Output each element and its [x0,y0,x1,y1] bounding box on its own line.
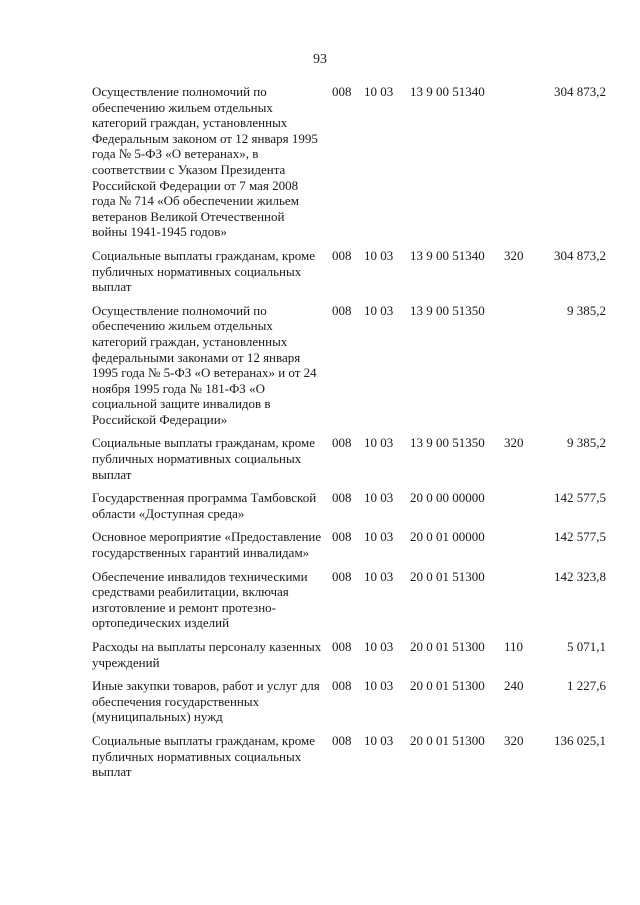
section-code: 10 03 [364,84,394,99]
section-code: 10 03 [364,639,394,654]
section-code: 10 03 [364,568,394,584]
ministry-code: 008 [332,435,352,451]
amount: 1 227,6 [567,678,606,694]
amount: 136 025,1 [554,732,606,748]
target-article: 20 0 00 00000 [410,490,485,506]
ministry-code: 008 [332,247,352,263]
table-row [92,490,612,521]
row-description: Обеспечение инвалидов техническими средствами реабилитации, включая изготовление и ремонт протезно-ортопедических изделий [92,568,308,631]
table-row [92,733,612,780]
expense-type: 320 [504,732,524,748]
row-description: Государственная программа Тамбовской области «Доступная среда» [92,490,317,521]
target-article: 20 0 01 00000 [410,529,485,545]
expense-type: 320 [504,435,524,451]
ministry-code: 008 [332,678,352,694]
table-row [92,639,612,670]
expense-type: 240 [504,678,524,694]
row-description: Осуществление полномочий по обеспечению жильем отдельных категорий граждан, установленных федеральными законами от 12 января 1995 года № 5-ФЗ «О ветеранах» и от 24 ноября 1995 года № 181-ФЗ «О социальной защите инвалидов в Российской Федерации» [92,302,317,427]
ministry-code: 008 [332,568,352,584]
table-row [92,303,612,428]
section-code: 10 03 [364,529,394,545]
target-article: 13 9 00 51340 [410,247,485,263]
target-article: 20 0 01 51300 [410,678,485,694]
amount: 5 071,1 [567,639,606,654]
section-code: 10 03 [364,302,394,318]
amount: 142 577,5 [554,529,606,545]
expense-type: 110 [504,639,524,654]
target-article: 13 9 00 51340 [410,84,485,99]
section-code: 10 03 [364,247,394,263]
amount: 9 385,2 [567,435,606,451]
ministry-code: 008 [332,732,352,748]
row-description: Социальные выплаты гражданам, кроме публичных нормативных социальных выплат [92,247,315,295]
row-description: Расходы на выплаты персоналу казенных учреждений [92,639,322,670]
ministry-code: 008 [332,490,352,506]
amount: 304 873,2 [554,247,606,263]
target-article: 13 9 00 51350 [410,435,485,451]
table-row [92,678,612,725]
target-article: 20 0 01 51300 [410,568,485,584]
row-description: Социальные выплаты гражданам, кроме публичных нормативных социальных выплат [92,435,315,482]
row-description: Основное мероприятие «Предоставление государственных гарантий инвалидам» [92,529,322,561]
row-description: Осуществление полномочий по обеспечению жильем отдельных категорий граждан, установленных Федеральным законом от 12 января 1995 года № 5-ФЗ «О ветеранах», в соответствии с Указом Президента Российской Федерации от 7 мая 2008 года № 714 «Об обеспечении жильем ветеранов Великой Отечественной войны 1941-1945 годов» [92,84,318,240]
table-row [92,248,612,295]
row-description: Иные закупки товаров, работ и услуг для обеспечения государственных (муниципальных) нужд [92,678,320,725]
ministry-code: 008 [332,302,352,318]
section-code: 10 03 [364,490,394,506]
expense-type: 320 [504,247,524,263]
section-code: 10 03 [364,678,394,694]
section-code: 10 03 [364,435,394,451]
ministry-code: 008 [332,639,352,654]
target-article: 13 9 00 51350 [410,302,485,318]
amount: 9 385,2 [567,302,606,318]
ministry-code: 008 [332,529,352,545]
table-row [92,529,612,560]
ministry-code: 008 [332,84,352,99]
table-row [92,569,612,631]
amount: 304 873,2 [554,84,606,99]
table-row [92,435,612,482]
amount: 142 577,5 [554,490,606,506]
section-code: 10 03 [364,732,394,748]
amount: 142 323,8 [554,568,606,584]
page-number: 93 [313,52,327,67]
row-description: Социальные выплаты гражданам, кроме публичных нормативных социальных выплат [92,732,315,780]
target-article: 20 0 01 51300 [410,732,485,748]
target-article: 20 0 01 51300 [410,639,485,654]
budget-table [92,84,612,788]
table-row [92,84,612,240]
